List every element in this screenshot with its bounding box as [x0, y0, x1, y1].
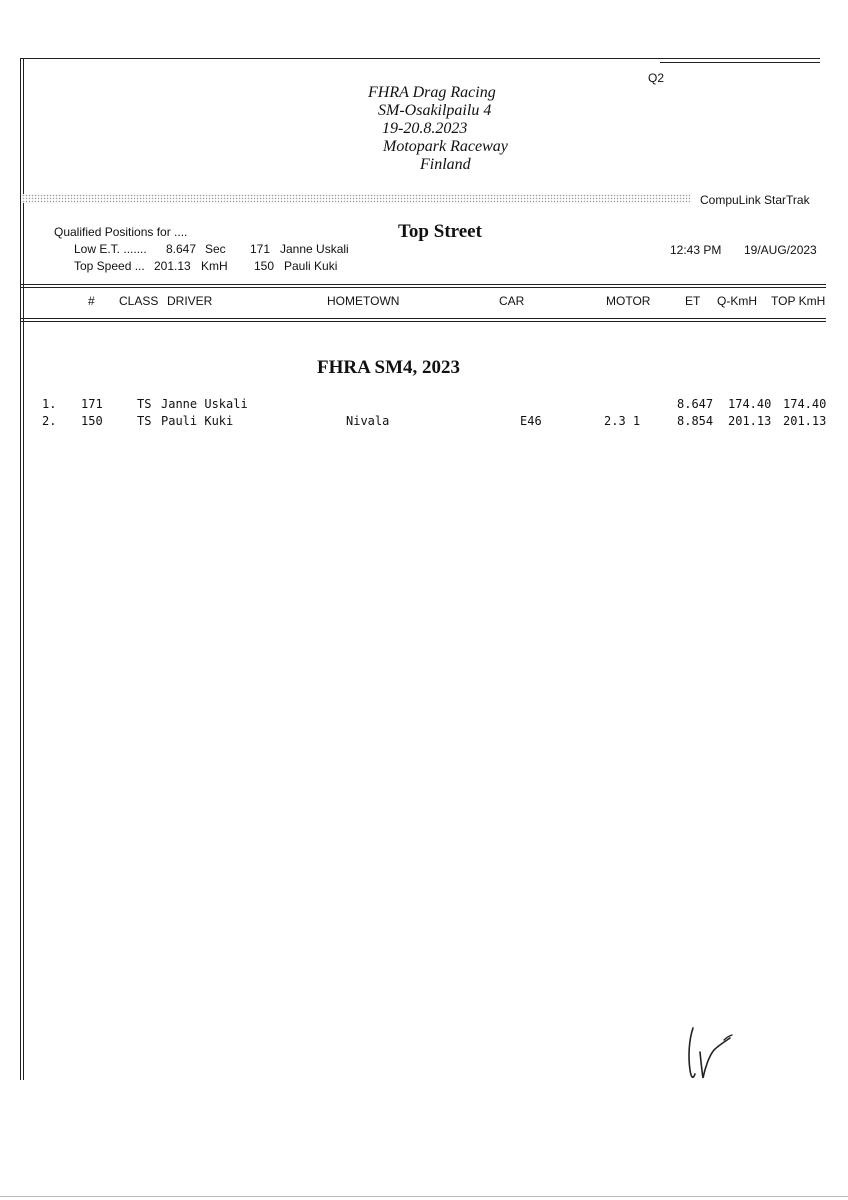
- col-header-class: CLASS: [119, 294, 159, 308]
- handwritten-signature: [684, 1022, 744, 1086]
- qualified-label: Qualified Positions for ....: [54, 225, 188, 239]
- column-header-top-line-2: [20, 287, 826, 288]
- dotted-separator: [22, 194, 690, 203]
- frame-left-line: [20, 58, 21, 1080]
- result-q-kmh: 174.40: [728, 397, 772, 411]
- result-hometown: Nivala: [346, 414, 390, 428]
- col-header-number: #: [88, 294, 95, 308]
- result-driver: Pauli Kuki: [161, 414, 234, 428]
- result-class: TS: [137, 397, 152, 411]
- frame-top-line-2: [660, 62, 820, 63]
- result-driver: Janne Uskali: [161, 397, 248, 411]
- result-class: TS: [137, 414, 152, 428]
- col-header-q-kmh: Q-KmH: [717, 294, 757, 308]
- result-car-number: 171: [81, 397, 103, 411]
- low-et-unit: Sec: [205, 242, 226, 256]
- result-top-kmh: 201.13: [783, 414, 827, 428]
- header-line-5: Finland: [420, 156, 471, 173]
- column-header-top-line: [20, 284, 826, 285]
- result-top-kmh: 174.40: [783, 397, 827, 411]
- result-car-number: 150: [81, 414, 103, 428]
- header-line-3: 19-20.8.2023: [382, 120, 468, 137]
- col-header-hometown: HOMETOWN: [327, 294, 400, 308]
- col-header-et: ET: [685, 294, 701, 308]
- result-car: E46: [520, 414, 542, 428]
- result-row: [0, 414, 848, 430]
- bottom-page-line: [0, 1196, 848, 1197]
- header-line-2: SM-Osakilpailu 4: [378, 102, 492, 119]
- frame-left-line-inner: [23, 58, 24, 1080]
- top-speed-label: Top Speed ...: [74, 259, 145, 273]
- col-header-motor: MOTOR: [606, 294, 651, 308]
- section-title: FHRA SM4, 2023: [317, 357, 461, 378]
- software-label: CompuLink StarTrak: [700, 193, 810, 207]
- col-header-driver: DRIVER: [167, 294, 213, 308]
- header-line-4: Motopark Raceway: [383, 138, 508, 155]
- header-line-1: FHRA Drag Racing: [368, 84, 496, 101]
- result-position: 2.: [42, 414, 57, 428]
- result-et: 8.647: [677, 397, 714, 411]
- result-et: 8.854: [677, 414, 714, 428]
- low-et-car-number: 171: [250, 242, 271, 256]
- result-motor: 2.3 1: [604, 414, 641, 428]
- low-et-label: Low E.T. .......: [74, 242, 147, 256]
- col-header-car: CAR: [499, 294, 525, 308]
- top-speed-unit: KmH: [201, 259, 228, 273]
- low-et-value: 8.647: [166, 242, 197, 256]
- top-speed-driver: Pauli Kuki: [284, 259, 338, 273]
- column-header-bottom-line: [20, 318, 826, 319]
- top-speed-car-number: 150: [254, 259, 275, 273]
- result-q-kmh: 201.13: [728, 414, 772, 428]
- top-speed-value: 201.13: [154, 259, 191, 273]
- report-time: 12:43 PM: [670, 243, 722, 257]
- column-header-bottom-line-2: [20, 321, 826, 322]
- result-row: [0, 397, 848, 413]
- report-date: 19/AUG/2023: [744, 243, 817, 257]
- result-position: 1.: [42, 397, 57, 411]
- frame-top-line: [20, 58, 820, 59]
- event-header: [340, 84, 560, 174]
- low-et-driver: Janne Uskali: [280, 242, 349, 256]
- session-code: Q2: [648, 71, 665, 85]
- col-header-top-kmh: TOP KmH: [771, 294, 826, 308]
- class-title: Top Street: [398, 221, 482, 242]
